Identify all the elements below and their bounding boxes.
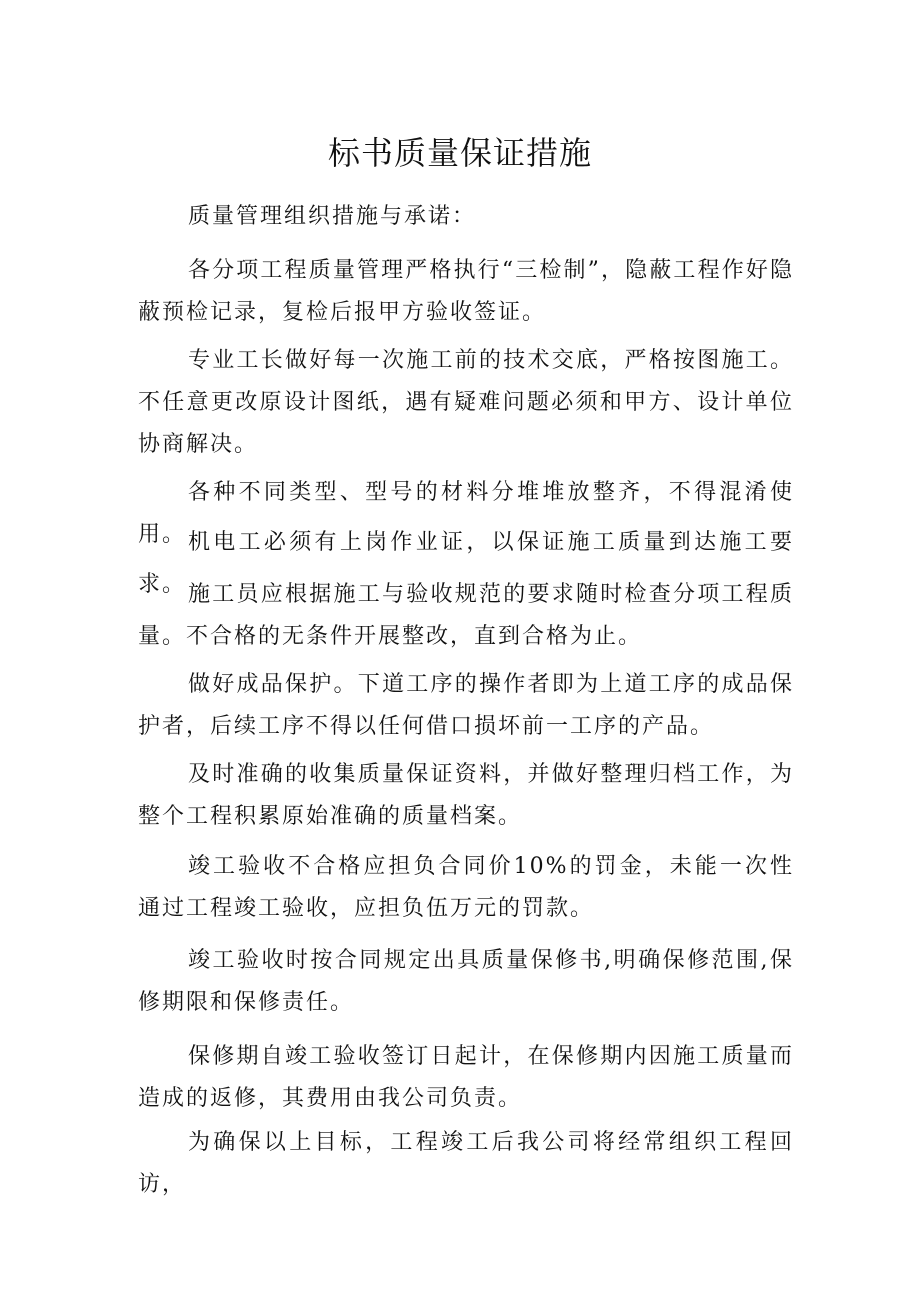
paragraph-warranty-period: 保修期自竣工验收签订日起计，在保修期内因施工质量而造成的返修，其费用由我公司负责。 — [138, 1044, 794, 1111]
paragraph-inspection-rectification: 施工员应根据施工与验收规范的要求随时检查分项工程质量。不合格的无条件开展整改，直到合格为止。 — [138, 582, 794, 649]
document-title: 标书质量保证措施 — [327, 134, 592, 172]
paragraph-technical-briefing: 专业工长做好每一次施工前的技术交底，严格按图施工。不任意更改原设计图纸，遇有疑难问题必须和甲方、设计单位协商解决。 — [138, 348, 794, 457]
paragraph-material-storage: 各种不同类型、型号的材料分堆堆放整齐，不得混淆使用。 — [138, 480, 794, 547]
paragraph-three-inspection: 各分项工程质量管理严格执行“三检制”，隐蔽工程作好隐蔽预检记录，复检后报甲方验收签证。 — [138, 258, 794, 325]
paragraph-warranty-certificate: 竣工验收时按合同规定出具质量保修书,明确保修范围,保修期限和保修责任。 — [138, 948, 794, 1015]
paragraph-product-protection: 做好成品保护。下道工序的操作者即为上道工序的成品保护者，后续工序不得以任何借口损坏前一工序的产品。 — [138, 672, 794, 739]
paragraph-quality-records: 及时准确的收集质量保证资料，并做好整理归档工作，为整个工程积累原始准确的质量档案。 — [138, 762, 794, 829]
paragraph-quality-commitment-heading: 质量管理组织措施与承诺： — [188, 204, 477, 229]
paragraph-certification: 机电工必须有上岗作业证，以保证施工质量到达施工要求。 — [138, 530, 794, 597]
paragraph-acceptance-penalty: 竣工验收不合格应担负合同价10%的罚金，未能一次性通过工程竣工验收，应担负伍万元的罚款。 — [138, 854, 794, 921]
paragraph-return-visits: 为确保以上目标，工程竣工后我公司将经常组织工程回访， — [138, 1130, 794, 1197]
